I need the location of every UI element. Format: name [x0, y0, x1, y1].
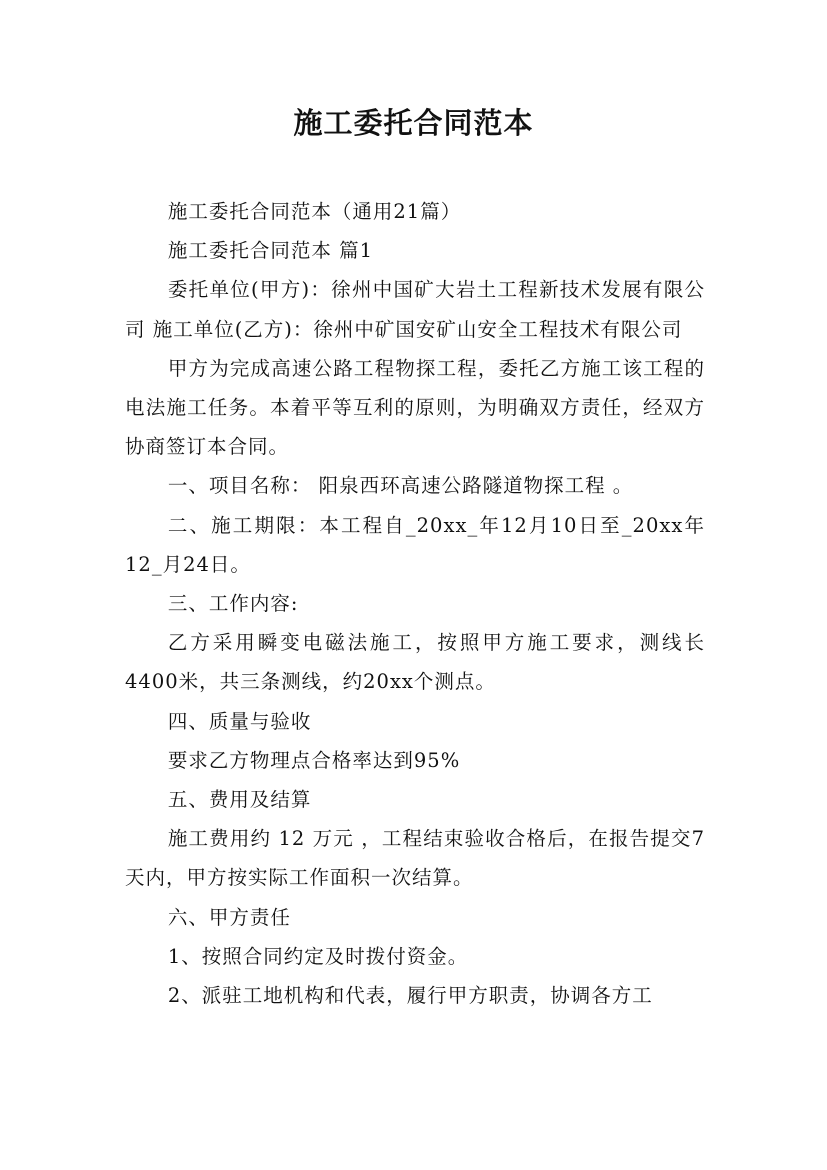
paragraph-party-a-heading: 六、甲方责任 [167, 905, 291, 929]
paragraph-fees: 施工费用约 12 万元 ，工程结束验收合格后，在报告提交7天内，甲方按实际工作面积一次结算。 [125, 827, 705, 890]
paragraph-work-content-heading: 三、工作内容: [167, 592, 299, 616]
paragraph-quality-heading: 四、质量与验收 [167, 709, 312, 733]
paragraph-subtitle: 施工委托合同范本（通用21篇） [167, 200, 462, 223]
paragraph-construction-period: 二、施工期限：本工程自_20xx_年12月10日至_20xx年12_月24日。 [125, 513, 705, 576]
paragraph-parties: 委托单位(甲方)：徐州中国矿大岩土工程新技术发展有限公司 施工单位(乙方)：徐州中矿国安矿山安全工程技术有限公司 [125, 278, 705, 341]
paragraph-fees-heading: 五、费用及结算 [167, 788, 312, 812]
paragraph-party-a-item-1: 1、按照合同约定及时拨付资金。 [167, 944, 469, 968]
document-body [125, 192, 705, 1015]
paragraph-project-name: 一、项目名称： 阳泉西环高速公路隧道物探工程 。 [167, 474, 634, 498]
document-title: 施工委托合同范本 [293, 106, 534, 140]
paragraph-party-a-item-2: 2、派驻工地机构和代表，履行甲方职责，协调各方工 [167, 984, 653, 1008]
paragraph-work-content: 乙方采用瞬变电磁法施工，按照甲方施工要求，测线长4400米，共三条测线，约20xx个测点。 [125, 631, 705, 694]
paragraph-section-heading: 施工委托合同范本 篇1 [167, 239, 373, 263]
paragraph-quality: 要求乙方物理点合格率达到95% [167, 748, 461, 772]
paragraph-purpose: 甲方为完成高速公路工程物探工程，委托乙方施工该工程的电法施工任务。本着平等互利的原则，为明确双方责任，经双方协商签订本合同。 [125, 356, 705, 459]
